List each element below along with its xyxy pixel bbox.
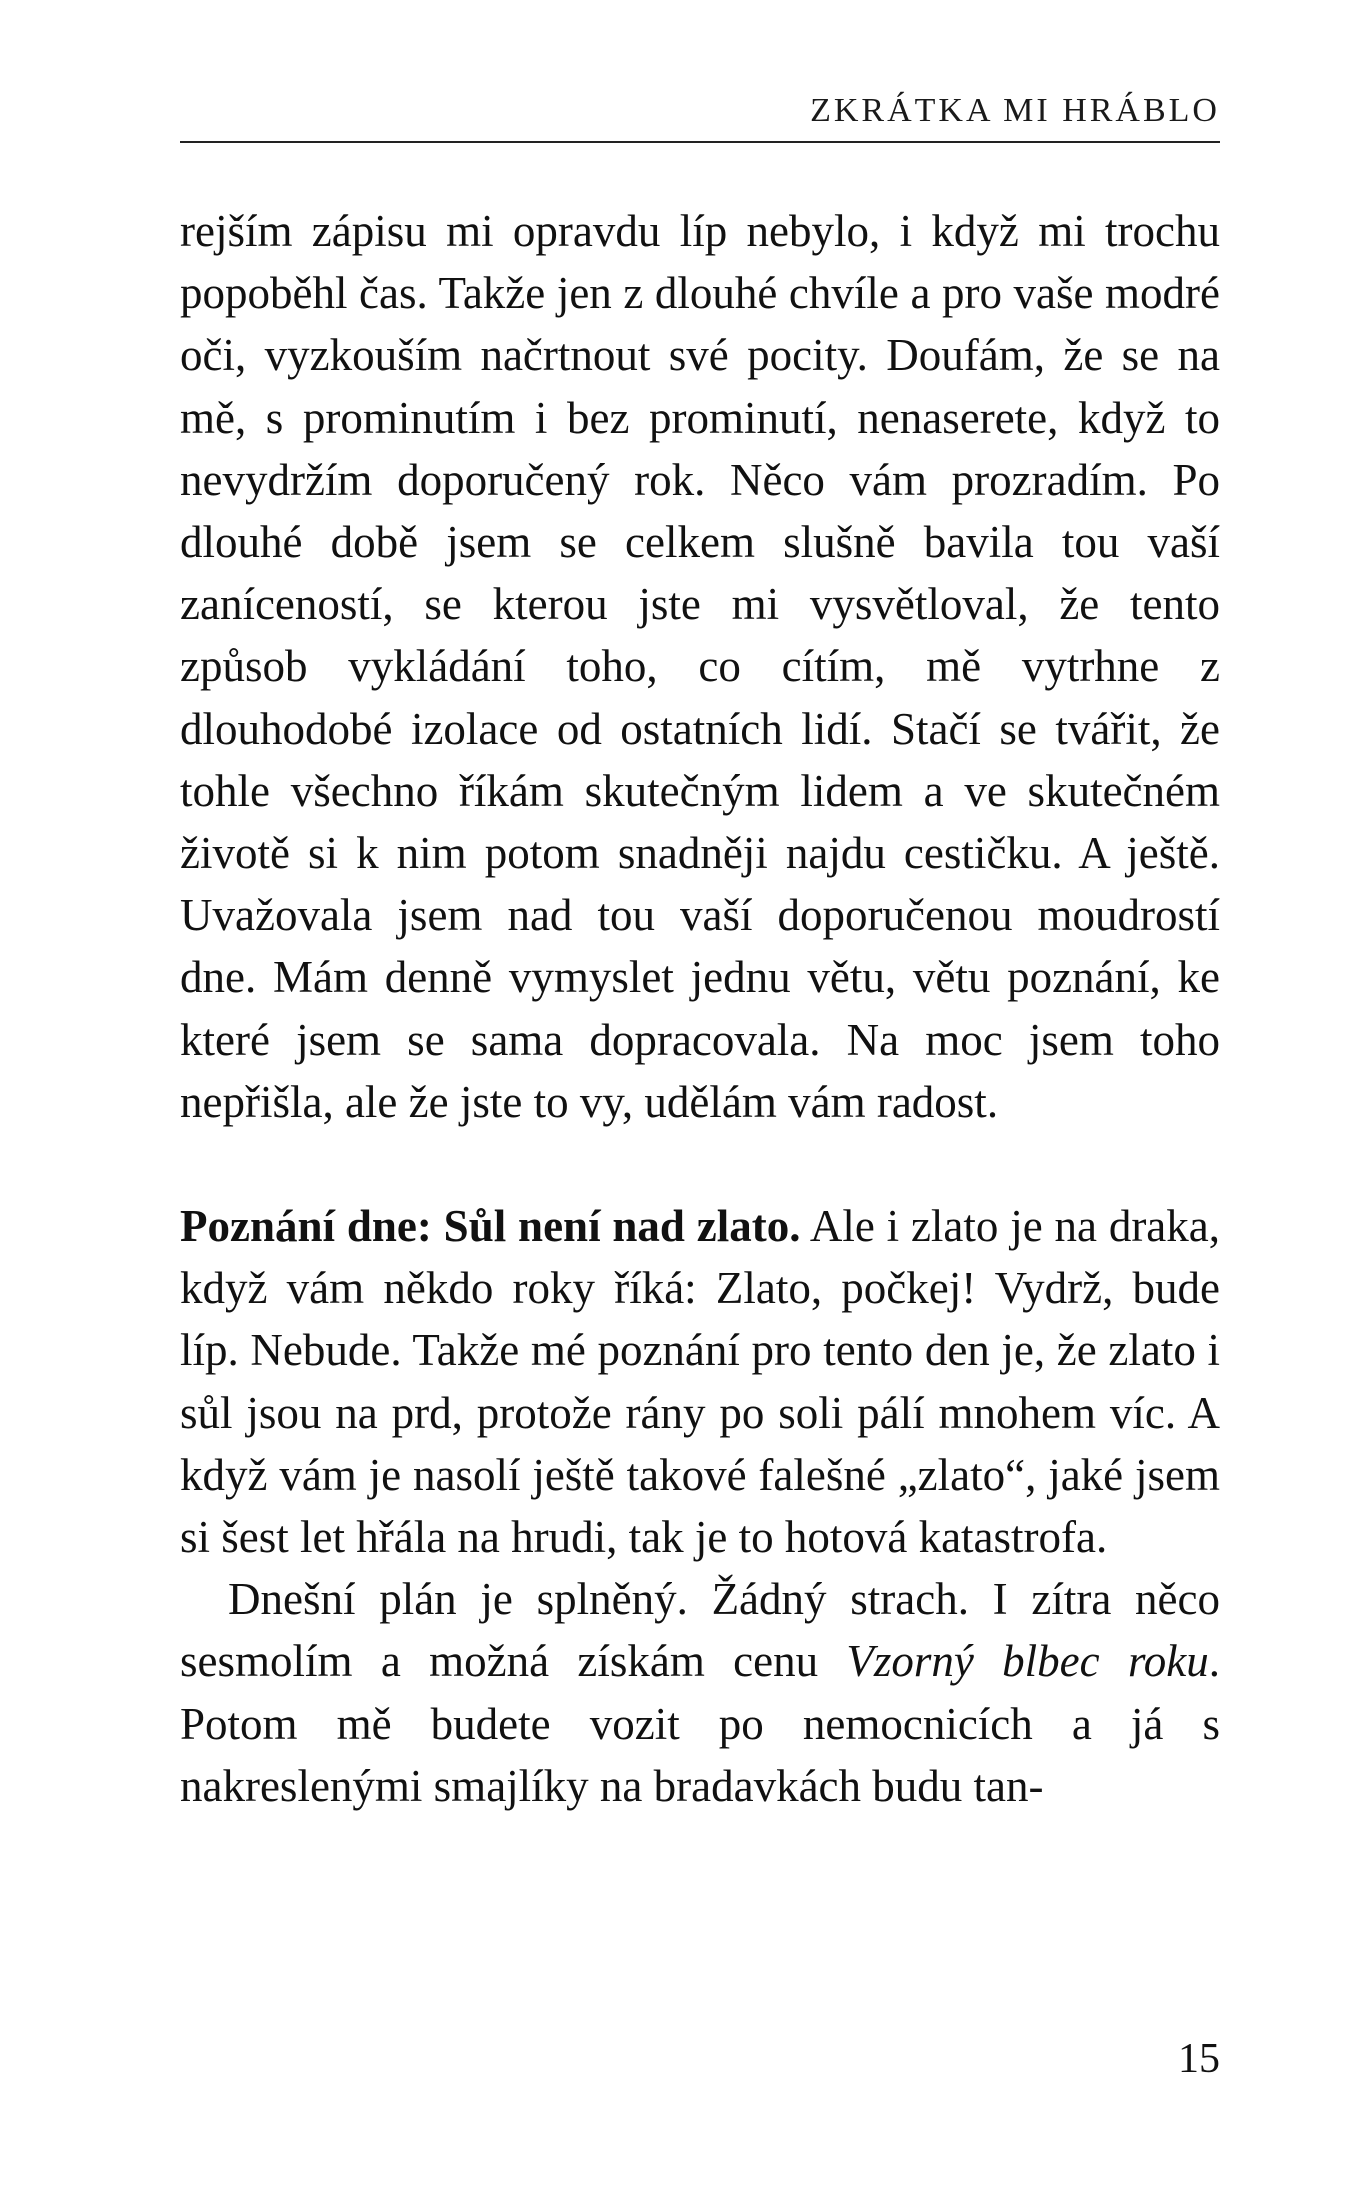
- paragraph-2-bold-lead: Poznání dne: Sůl není nad zlato.: [180, 1201, 801, 1252]
- paragraph-3-text-before: Dnešní plán je splněný. Žádný strach. I zítra něco sesmolím a možná získám cenu: [180, 1574, 1220, 1687]
- paragraph-3: [180, 1568, 1220, 1817]
- paragraph-1: rejším zápisu mi opravdu líp nebylo, i když mi trochu popoběhl čas. Takže jen z dlouhé chvíle a pro vaše modré oči, vyzkouším načrtnout své pocity. Doufám, že se na mě, s prominutím i bez prominutí, nenaserete, když to nevydržím doporučený rok. Něco vám prozradím. Po dlouhé době jsem se celkem slušně bavila tou vaší zaníceností, se kterou jste mi vysvětloval, že tento způsob vykládání toho, co cítím, mě vytrhne z dlouhodobé izolace od ostatních lidí. Stačí se tvářit, že tohle všechno říkám skutečným lidem a ve skutečném životě si k nim potom snadněji najdu cestičku. A ještě. Uvažovala jsem nad tou vaší doporučenou moudrostí dne. Mám denně vymyslet jednu větu, větu poznání, ke které jsem se sama dopracovala. Na moc jsem toho nepřišla, ale že jste to vy, udělám vám radost.: [180, 206, 1220, 1127]
- section-break: [180, 1133, 1220, 1195]
- paragraph-3-italic-title: Vzorný blbec roku: [846, 1636, 1209, 1687]
- running-head: ZKRÁTKA MI HRÁBLO: [810, 92, 1220, 129]
- body-text: [180, 200, 1220, 1817]
- paragraph-3-text-after: . Potom mě budete vozit po nemocnicích a já s nakreslenými smajlíky na bradavkách budu tan-: [180, 1636, 1221, 1811]
- page-number: 15: [1178, 2036, 1220, 2082]
- paragraph-2-text: Ale i zlato je na draka, když vám někdo roky říká: Zlato, počkej! Vydrž, bude líp. Nebude. Takže mé poznání pro tento den je, že zlato i sůl jsou na prd, protože rány po soli pálí mnohem víc. A když vám je nasolí ještě takové falešné „zlato“, jaké jsem si šest let hřála na hrudi, tak je to hotová katastrofa.: [180, 1201, 1221, 1563]
- paragraph-2: [180, 1195, 1220, 1568]
- header-rule: [180, 141, 1220, 143]
